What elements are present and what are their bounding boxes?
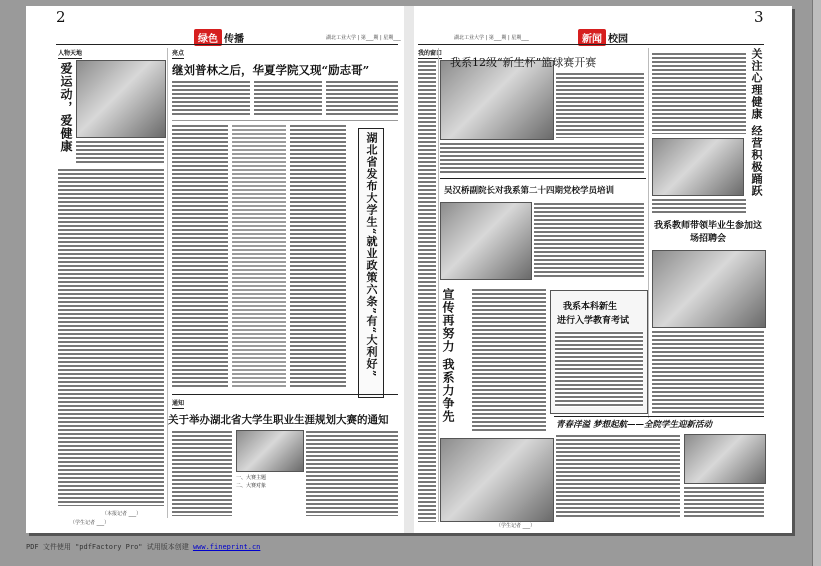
window-scrollbar-edge[interactable] <box>812 0 821 566</box>
left-masthead-meta: 湖北工业大学 | 第___期 | 星期___ <box>326 35 401 41</box>
notice-photo <box>236 430 304 472</box>
right-section-tag: 新闻 <box>578 29 606 46</box>
basketball-body-col2 <box>440 142 644 174</box>
exam-headline-line2: 进行入学教育考试 <box>557 316 630 326</box>
feature-body-col1 <box>172 80 250 116</box>
policy-body-col1 <box>172 124 228 388</box>
person-photo <box>76 60 166 138</box>
policy-body-col2 <box>232 124 286 388</box>
bottom-body <box>556 434 680 518</box>
right-masthead-meta: 湖北工业大学 | 第___期 | 星期___ <box>454 35 529 41</box>
window-column-body <box>418 60 436 522</box>
mental-health-photo <box>652 138 744 196</box>
bottom-headline: 青春洋溢 梦想起航——全院学生迎新活动 <box>556 420 712 430</box>
exam-body <box>555 331 643 407</box>
notice-box-lines <box>236 474 302 490</box>
mental-health-vertical-headline: 关注心理健康 经营积极踊跃 <box>750 48 763 197</box>
feature-body-col2 <box>254 80 322 116</box>
person-column-byline: （本报记者 ___） <box>102 511 142 517</box>
job-fair-body <box>652 330 764 414</box>
training-headline: 吴汉桥副院长对我系第二十四期党校学员培训 <box>444 186 615 196</box>
person-column-title: 爱运动，爱健康 <box>59 62 73 153</box>
right-page-number: 3 <box>754 8 764 26</box>
center-gutter <box>404 6 414 533</box>
feature-divider <box>172 120 398 121</box>
notice-box-line: 一、大赛主题 <box>236 475 267 481</box>
job-fair-photo <box>652 250 766 328</box>
notice-top-rule <box>172 394 398 395</box>
right-bottom-credit: （学生记者 ___） <box>496 523 536 529</box>
basketball-headline: 我系12级“新生杯”篮球赛开赛 <box>450 56 597 69</box>
mental-health-body-2 <box>652 198 746 214</box>
feature-label: 亮点 <box>172 50 185 57</box>
person-intro-text <box>76 140 164 164</box>
policy-vertical-headline: 湖北省发布大学生“就业政策六条”有“大利好” <box>358 128 384 398</box>
newspaper-spread <box>26 6 792 533</box>
basketball-photo <box>440 60 554 140</box>
exam-headline-line1: 我系本科新生 <box>563 302 618 312</box>
propaganda-body <box>472 288 546 432</box>
window-column-label: 我的窗口 <box>418 50 443 57</box>
notice-body-col1 <box>172 430 232 516</box>
notice-body-col2 <box>306 430 398 516</box>
notice-label: 通知 <box>172 400 185 407</box>
footer-link[interactable]: www.fineprint.cn <box>192 543 261 551</box>
right-column-divider <box>438 48 439 522</box>
training-body <box>534 202 644 278</box>
bottom-article-rule <box>554 416 764 417</box>
mental-health-body <box>652 52 746 134</box>
person-column-label: 人物天地 <box>58 50 83 57</box>
left-section-tag: 绿色 <box>194 29 222 46</box>
left-column-divider <box>167 48 168 518</box>
basketball-body-col1 <box>556 72 644 138</box>
left-section-name: 传播 <box>224 34 244 45</box>
right-inner-divider <box>648 48 649 418</box>
person-column-body <box>58 168 164 506</box>
classroom-photo <box>440 438 554 522</box>
welcome-body <box>684 486 764 518</box>
left-bottom-credit: （学生记者 ___） <box>70 520 110 526</box>
notice-box-line: 二、大赛对象 <box>236 483 267 489</box>
feature-headline: 继刘普林之后，华夏学院又现“励志哥” <box>172 63 370 77</box>
right-masthead-rule <box>418 44 764 45</box>
left-page-number: 2 <box>56 8 66 26</box>
propaganda-vertical-headline: 宣传再努力 我系力争先 <box>441 288 455 424</box>
pdf-footer <box>26 542 260 552</box>
right-section-name: 校园 <box>608 34 628 45</box>
job-fair-headline: 我系教师带领毕业生参加这场招聘会 <box>654 221 763 244</box>
notice-headline: 关于举办湖北省大学生职业生涯规划大赛的通知 <box>168 414 389 426</box>
basketball-bottom-rule <box>440 178 646 179</box>
left-masthead-rule <box>56 44 398 45</box>
training-photo <box>440 202 532 280</box>
footer-prefix: PDF 文件使用 "pdfFactory Pro" 试用版本创建 <box>26 543 189 551</box>
exam-box <box>550 290 648 414</box>
welcome-photo <box>684 434 766 484</box>
policy-body-col3 <box>290 124 346 388</box>
feature-body-col3 <box>326 80 398 116</box>
